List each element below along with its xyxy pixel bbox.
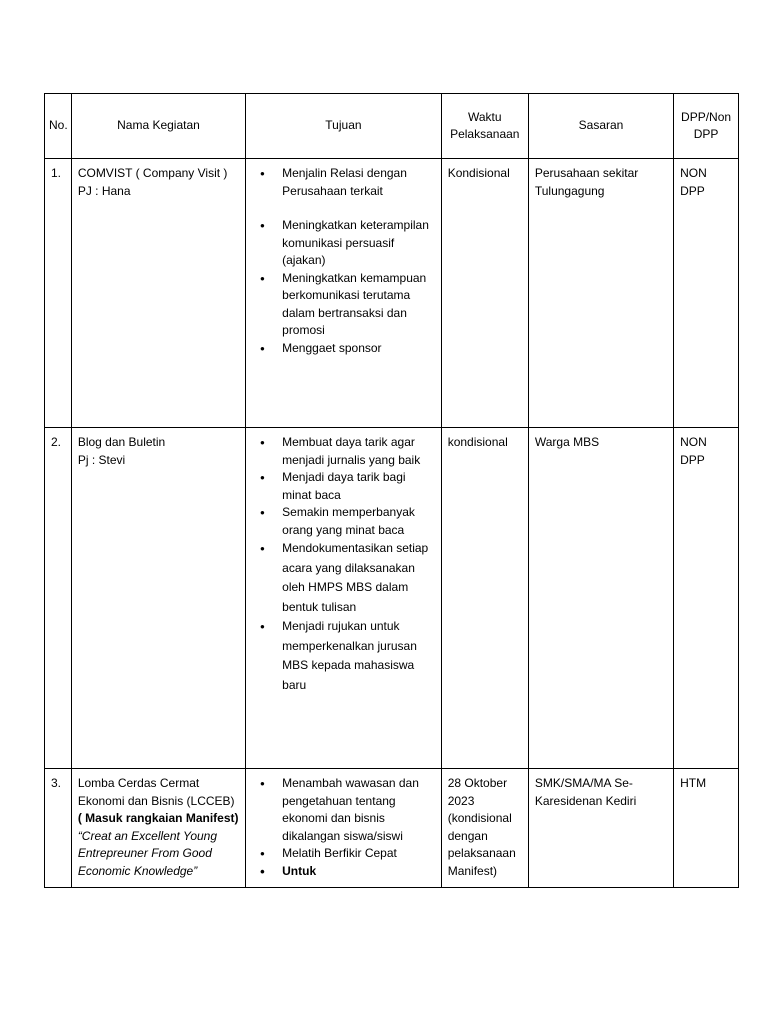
cell-nama-kegiatan xyxy=(71,159,245,428)
cell-nama-kegiatan xyxy=(71,769,245,888)
table-row xyxy=(45,769,739,888)
table-header-row xyxy=(45,94,739,159)
header-sasaran: Sasaran xyxy=(528,94,673,159)
cell-nama-kegiatan xyxy=(71,428,245,769)
tujuan-list xyxy=(252,434,436,695)
cell-dpp: NON DPP xyxy=(674,159,739,428)
cell-waktu: Kondisional xyxy=(441,159,528,428)
program-table xyxy=(44,93,739,888)
cell-dpp: HTM xyxy=(674,769,739,888)
cell-tujuan xyxy=(246,428,442,769)
list-item: • Melatih Berfikir Cepat xyxy=(282,845,436,863)
cell-no: 3. xyxy=(45,769,72,888)
cell-sasaran: Warga MBS xyxy=(528,428,673,769)
activity-pj: PJ : Hana xyxy=(77,183,131,198)
list-item: • Meningkatkan kemampuan berkomunikasi terutama dalam bertransaksi dan promosi xyxy=(282,270,436,340)
list-item: • Menjalin Relasi dengan Perusahaan terkait xyxy=(282,165,436,200)
cell-tujuan xyxy=(246,769,442,888)
header-dpp: DPP/Non DPP xyxy=(674,94,739,159)
cell-sasaran: SMK/SMA/MA Se-Karesidenan Kediri xyxy=(528,769,673,888)
activity-name: Lomba Cerdas Cermat Ekonomi dan Bisnis (LCCEB) xyxy=(77,776,235,808)
activity-tagline: “Creat an Excellent Young Entrepreuner From Good Economic Knowledge” xyxy=(77,828,218,878)
list-item: • Membuat daya tarik agar menjadi jurnalis yang baik xyxy=(282,434,436,469)
activity-pj: Pj : Stevi xyxy=(77,452,126,467)
list-item: • Menjadi daya tarik bagi minat baca xyxy=(282,469,436,504)
activity-note: ( Masuk rangkaian Manifest) xyxy=(77,811,239,825)
list-item: • Meningkatkan keterampilan komunikasi persuasif (ajakan) xyxy=(282,217,436,270)
cell-waktu: kondisional xyxy=(441,428,528,769)
cell-sasaran: Perusahaan sekitar Tulungagung xyxy=(528,159,673,428)
list-item: • Menjadi rujukan untuk memperkenalkan jurusan MBS kepada mahasiswa baru xyxy=(282,617,436,695)
header-tujuan: Tujuan xyxy=(246,94,442,159)
header-nama-kegiatan: Nama Kegiatan xyxy=(71,94,245,159)
list-item: • Untuk xyxy=(282,863,436,881)
cell-dpp: NON DPP xyxy=(674,428,739,769)
header-waktu: Waktu Pelaksanaan xyxy=(441,94,528,159)
cell-waktu: 28 Oktober 2023 (kondisional dengan pelaksanaan Manifest) xyxy=(441,769,528,888)
tujuan-list xyxy=(252,775,436,880)
cell-no: 2. xyxy=(45,428,72,769)
cell-tujuan xyxy=(246,159,442,428)
activity-name: Blog dan Buletin xyxy=(77,435,166,449)
tujuan-list xyxy=(252,165,436,357)
list-item: • Menambah wawasan dan pengetahuan tentang ekonomi dan bisnis dikalangan siswa/siswi xyxy=(282,775,436,845)
header-no: No. xyxy=(45,94,72,159)
list-item: • Menggaet sponsor xyxy=(282,340,436,358)
list-item: • Mendokumentasikan setiap acara yang dilaksanakan oleh HMPS MBS dalam bentuk tulisan xyxy=(282,539,436,617)
table-row xyxy=(45,159,739,428)
cell-no: 1. xyxy=(45,159,72,428)
list-item: • Semakin memperbanyak orang yang minat baca xyxy=(282,504,436,539)
activity-name: COMVIST ( Company Visit ) xyxy=(77,166,228,180)
table-row xyxy=(45,428,739,769)
